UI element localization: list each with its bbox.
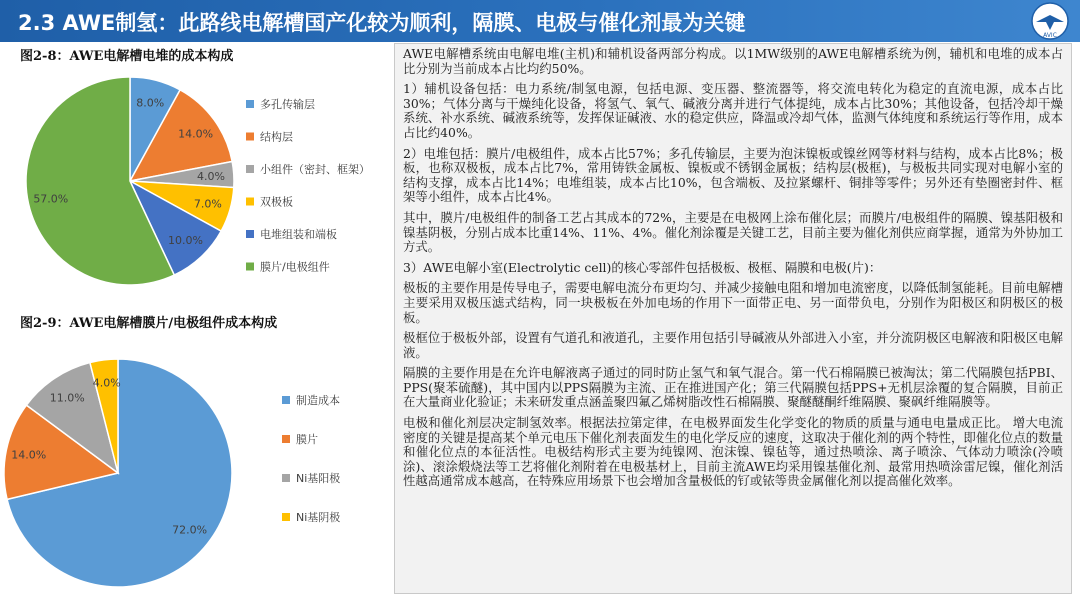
legend-label: 膜片/电极组件: [260, 260, 330, 274]
legend-swatch: [246, 230, 254, 238]
data-label: 4.0%: [92, 376, 121, 390]
chart1-pie: [0, 64, 390, 304]
legend-swatch: [246, 133, 254, 141]
legend-swatch: [246, 100, 254, 108]
legend-label: 双极板: [260, 195, 293, 209]
header-bar: [0, 0, 1080, 42]
paragraph: 极框位于极板外部，设置有气道孔和液道孔，主要作用包括引导碱液从外部进入小室，并分流阴极区电解液和阳极区电解液。: [403, 330, 1063, 360]
data-label: 4.0%: [197, 169, 225, 183]
chart2-title: 图2-9：AWE电解槽膜片/电极组件成本构成: [20, 316, 278, 331]
legend-label: 结构层: [260, 130, 293, 144]
chart2-pie: [0, 331, 390, 596]
legend-label: Ni基阳极: [296, 472, 341, 485]
legend-swatch: [246, 198, 254, 206]
legend-label: 小组件（密封、框架）: [260, 163, 370, 176]
legend-label: 制造成本: [296, 394, 340, 407]
data-label: 72.0%: [172, 523, 208, 537]
data-label: 14.0%: [178, 127, 214, 141]
legend-swatch: [282, 513, 290, 521]
paragraph: AWE电解槽系统由电解电堆(主机)和辅机设备两部分构成。以1MW级别的AWE电解槽系统为例，辅机和电堆的成本占比分别为当前成本占比均约50%。: [403, 46, 1063, 76]
paragraph: 极板的主要作用是传导电子，需要电解电流分布更均匀、并减少接触电阻和增加电流密度，以降低制氢能耗。目前电解槽主要采用双极压滤式结构，同一块极板在外加电场的作用下一面带正电、另一面带负电，分别作为阳极区和阴极区的极板。: [403, 280, 1063, 325]
paragraph: 3）AWE电解小室(Electrolytic cell)的核心零部件包括极板、极框、隔膜和电极(片)：: [403, 259, 882, 275]
paragraph: 1）辅机设备包括：电力系统/制氢电源，包括电源、变压器、整流器等，将交流电转化为稳定的直流电源，成本占比30%；气体分离与干燥纯化设备，将氢气、氧气、碱液分离并进行气体提纯，成本占比30%；其他设备，包括冷却干燥系统、补水系统、碱液系统等，发挥保证碱液、水的稳定供应，降温或冷却气体，监测气体纯度和系统运行等作用，成本占比约40%。: [403, 81, 1063, 140]
logo-text: AVIC: [1043, 32, 1057, 39]
legend-swatch: [282, 396, 290, 404]
avic-logo-icon: [1030, 1, 1070, 41]
data-label: 57.0%: [33, 192, 69, 206]
legend-swatch: [282, 435, 290, 443]
data-label: 8.0%: [136, 96, 165, 110]
data-label: 14.0%: [11, 448, 47, 462]
legend-label: 多孔传输层: [260, 98, 315, 111]
legend-label: 膜片: [296, 433, 318, 446]
data-label: 7.0%: [193, 197, 222, 211]
page-title: 2.3 AWE制氢：此路线电解槽国产化较为顺利，隔膜、电极与催化剂最为关键: [18, 11, 746, 35]
legend-label: Ni基阴极: [296, 511, 341, 524]
legend-swatch: [246, 263, 254, 271]
paragraph: 电极和催化剂层决定制氢效率。根据法拉第定律，在电极界面发生化学变化的物质的质量与通电电量成正比。 增大电流密度的关键是提高某个单元电压下催化剂表面发生的电化学反应的速度，这取决于催化剂的两个特性，即催化位点的数量和催化位点的本征活性。电极结构形式主要为纯镍网、泡沫镍、镍毡等，通过热喷涂、离子喷涂、气体动力喷涂(冷喷涂)、滚涂煅烧法等工艺将催化剂附着在电极基材上，目前主流AWE均采用镍基催化剂、最常用热喷涂雷尼镍，催化剂活性越高通常成本越高，在特殊应用场景下也会增加含量极低的钌或铱等贵金属催化剂以提高催化效率。: [403, 415, 1063, 489]
paragraph: 2）电堆包括：膜片/电极组件，成本占比57%；多孔传输层，主要为泡沫镍板或镍丝网等材料与结构，成本占比8%；极板，也称双极板，成本占比7%，常用铸铁金属板、镍板或不锈钢金属板；结构层(极框)，与极板共同实现对电解小室的结构支撑，成本占比14%；电堆组装，成本占比10%，包含端板、及拉紧螺杆、铜排等零件；另外还有垫圈密封件、框架等小组件，成本占比4%。: [403, 145, 1063, 205]
paragraph: 隔膜的主要作用是在允许电解液离子通过的同时防止氢气和氧气混合。第一代石棉隔膜已被淘汰；第二代隔膜包括PBI、PPS(聚苯硫醚)，其中国内以PPS隔膜为主流、正在推进国产化；第三代隔膜包括PPS+无机层涂覆的复合隔膜，目前正在大量商业化验证；未来研发重点涵盖聚四氟乙烯树脂改性石棉隔膜、聚醚醚酮纤维隔膜、聚砜纤维隔膜等。: [403, 365, 1063, 410]
chart1-title: 图2-8：AWE电解槽电堆的成本构成: [20, 49, 234, 64]
data-label: 10.0%: [168, 234, 203, 248]
legend-label: 电堆组装和端板: [260, 228, 337, 241]
text-panel: [394, 43, 1072, 594]
data-label: 11.0%: [49, 391, 85, 405]
legend-swatch: [246, 165, 254, 173]
paragraph: 其中，膜片/电极组件的制备工艺占其成本的72%，主要是在电极网上涂布催化层；而膜片/电极组件的隔膜、镍基阳极和镍基阴极，分别占成本比重14%、11%、4%。催化剂涂覆是关键工艺，目前主要为催化剂供应商掌握，通常为外协加工方式。: [403, 209, 1063, 255]
legend-swatch: [282, 474, 290, 482]
